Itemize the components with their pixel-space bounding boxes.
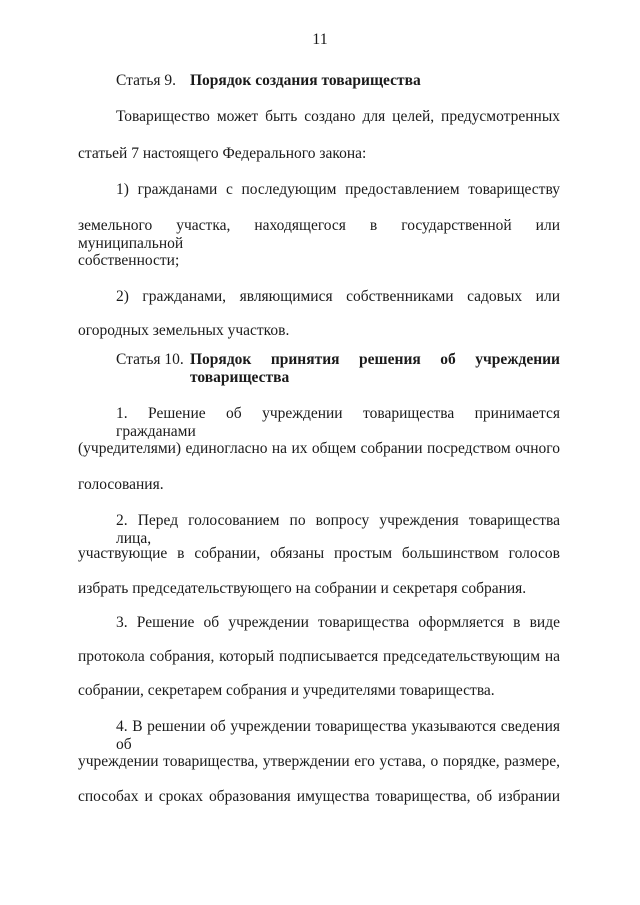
article-9-item-1-line-1: 1) гражданами с последующим предоставлением товариществу [116, 181, 560, 198]
article-9-item-1-line-3: собственности; [78, 252, 180, 269]
page-number: 11 [312, 31, 328, 48]
article-9-title: Порядок создания товарищества [190, 72, 421, 89]
article-9-label: Статья 9. [116, 72, 177, 89]
article-10-p1-line-1: 1. Решение об учреждении товарищества принимается гражданами [116, 405, 560, 440]
article-10-p1-line-3: голосования. [78, 476, 164, 493]
article-9-item-2-line-2: огородных земельных участков. [78, 322, 290, 339]
article-10-p2-line-2: участвующие в собрании, обязаны простым большинством голосов [78, 545, 560, 562]
article-9-intro-line-2: статьей 7 настоящего Федерального закона: [78, 145, 367, 162]
article-10-p2-line-3: избрать председательствующего на собрании и секретаря собрания. [78, 580, 527, 597]
article-10-p3-line-2: протокола собрания, который подписывается председательствующим на [78, 648, 560, 665]
article-10-p4-line-3: способах и сроках образования имущества товарищества, об избрании [78, 788, 560, 805]
article-10-p3-line-3: собрании, секретарем собрания и учредителями товарищества. [78, 682, 495, 699]
article-9-item-2-line-1: 2) гражданами, являющимися собственниками садовых или [116, 288, 560, 305]
article-10-title-line-2: товарищества [190, 369, 290, 386]
article-10-p3-line-1: 3. Решение об учреждении товарищества оформляется в виде [116, 614, 560, 631]
article-10-p4-line-1: 4. В решении об учреждении товарищества указываются сведения об [116, 718, 560, 753]
article-9-item-1-line-2: земельного участка, находящегося в государственной или муниципальной [78, 217, 560, 252]
article-9-intro-line-1: Товарищество может быть создано для целей, предусмотренных [116, 108, 560, 125]
article-10-p2-line-1: 2. Перед голосованием по вопросу учреждения товарищества лица, [116, 512, 560, 547]
article-10-label: Статья 10. [116, 351, 184, 368]
article-10-title-line-1: Порядок принятия решения об учреждении [190, 351, 560, 368]
article-10-p4-line-2: учреждении товарищества, утверждении его устава, о порядке, размере, [78, 753, 560, 770]
article-10-p1-line-2: (учредителями) единогласно на их общем собрании посредством очного [78, 440, 560, 457]
